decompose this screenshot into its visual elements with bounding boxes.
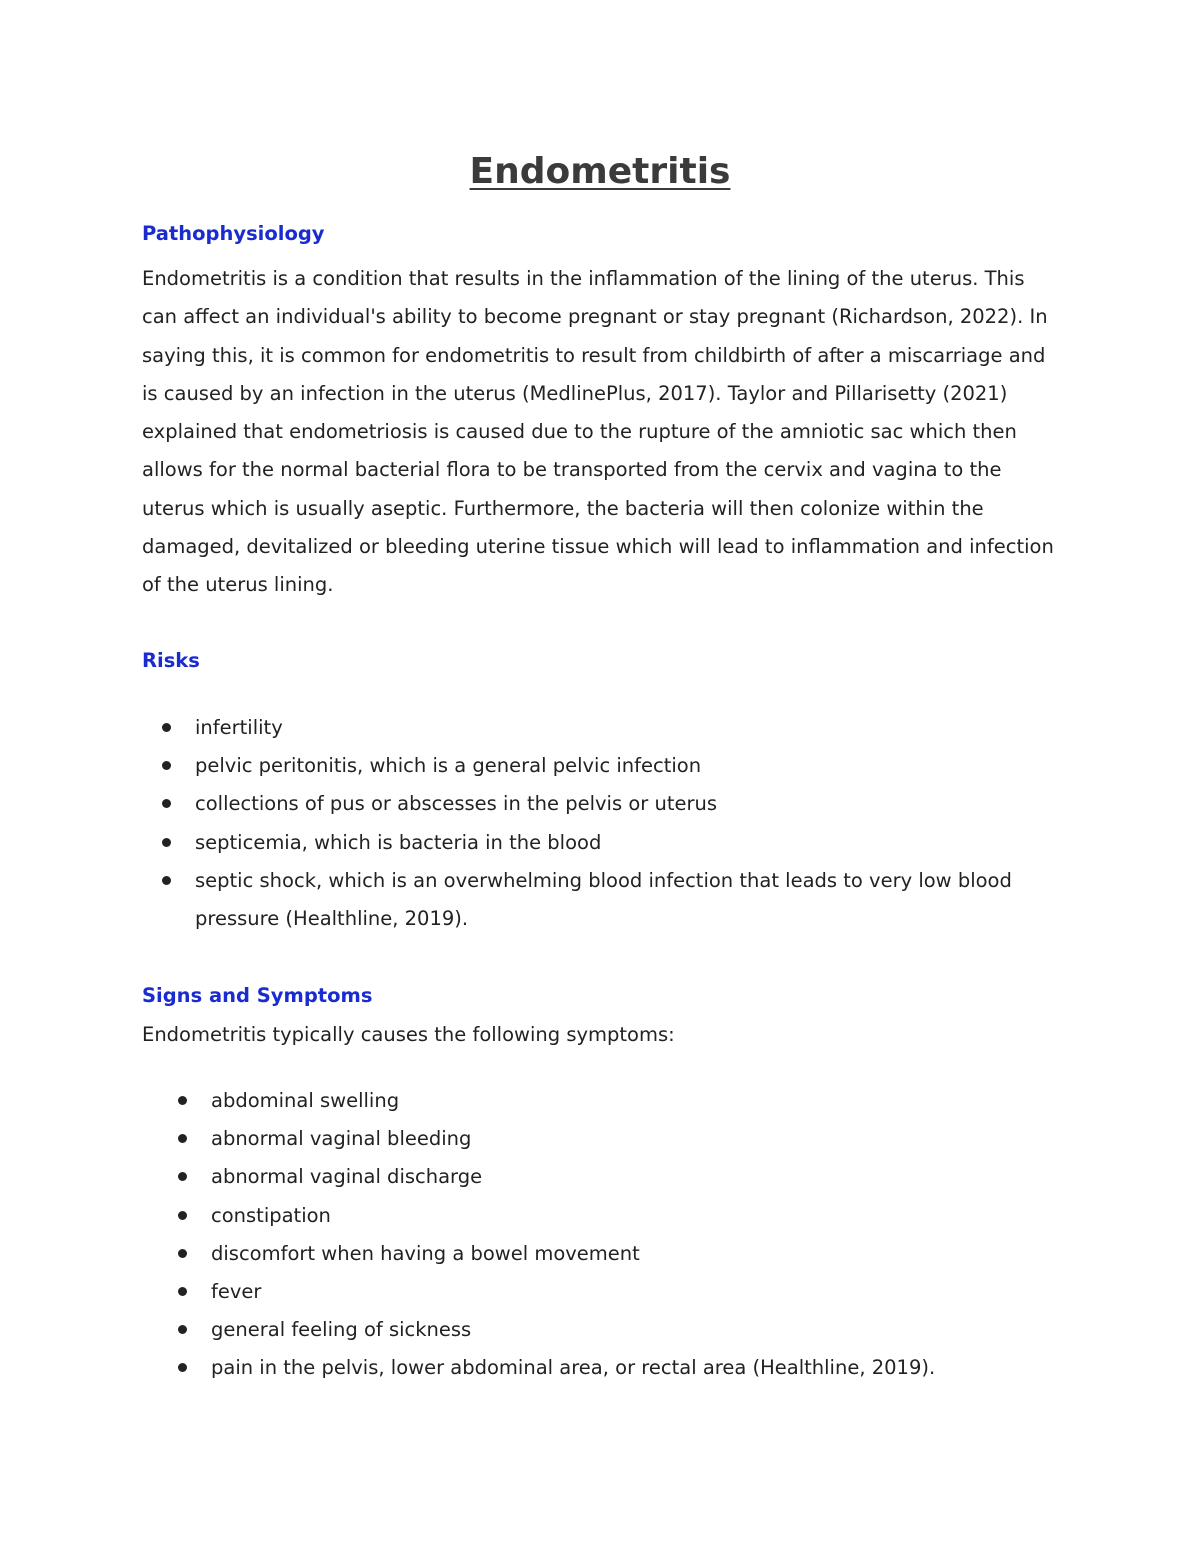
bullet-icon — [178, 1287, 187, 1296]
bullet-icon — [178, 1211, 187, 1220]
risk-item-text: septicemia, which is bacteria in the blood — [195, 830, 602, 854]
symptom-item — [211, 1311, 1071, 1349]
bullet-icon — [162, 838, 171, 847]
risk-item — [195, 785, 1075, 823]
bullet-icon — [178, 1249, 187, 1258]
symptom-item-text: abnormal vaginal discharge — [211, 1165, 483, 1189]
risk-item-text: collections of pus or abscesses in the pelvis or uterus — [195, 792, 717, 816]
bullet-icon — [162, 723, 171, 732]
symptom-item-text: abdominal swelling — [211, 1089, 400, 1112]
document-title: Endometritis — [469, 151, 731, 192]
symptom-item-text: discomfort when having a bowel movement — [211, 1241, 640, 1265]
risk-item-text: septic shock, which is an overwhelming blood infection that leads to very low blood pressure (Healthline, 2019). — [195, 868, 1012, 931]
signs-symptoms-heading: Signs and Symptoms — [142, 984, 373, 1007]
symptom-item-text: fever — [211, 1280, 262, 1304]
bullet-icon — [178, 1325, 187, 1334]
symptom-item — [211, 1235, 1071, 1273]
bullet-icon — [162, 799, 171, 808]
bullet-icon — [178, 1096, 187, 1105]
symptom-item-text: general feeling of sickness — [211, 1318, 472, 1342]
symptom-item — [211, 1158, 1071, 1196]
risk-item-text: infertility — [195, 716, 283, 739]
symptom-item — [211, 1197, 1071, 1235]
risk-item-text: pelvic peritonitis, which is a general pelvic infection — [195, 754, 702, 778]
bullet-icon — [178, 1363, 187, 1372]
symptom-item-text: pain in the pelvis, lower abdominal area, or rectal area (Healthline, 2019). — [211, 1356, 936, 1380]
pathophysiology-paragraph: Endometritis is a condition that results in the inflammation of the lining of the uterus. This can affect an individual's ability to become pregnant or stay pregnant (Richardson, 2022). In saying this, it is common for endometritis to result from childbirth of after a miscarriage and is caused by an infection in the uterus (MedlinePlus, 2017). Taylor and Pillarisetty (2021) explained that endometriosis is caused due to the rupture of the amniotic sac which then allows for the normal bacterial flora to be transported from the cervix and vagina to the uterus which is usually aseptic. Furthermore, the bacteria will then colonize within the damaged, devitalized or bleeding uterine tissue which will lead to inflammation and infection of the uterus lining. — [142, 267, 1054, 597]
symptoms-intro: Endometritis typically causes the following symptoms: — [142, 1023, 675, 1046]
bullet-icon — [162, 876, 171, 885]
risks-list — [195, 709, 1075, 938]
risk-item — [195, 862, 1075, 938]
risk-item — [195, 709, 1075, 747]
pathophysiology-heading: Pathophysiology — [142, 222, 325, 245]
symptom-item — [211, 1120, 1071, 1158]
bullet-icon — [162, 761, 171, 770]
risks-heading: Risks — [142, 649, 200, 672]
risk-item — [195, 824, 1075, 862]
symptom-item — [211, 1273, 1071, 1311]
symptom-item-text: constipation — [211, 1203, 331, 1227]
symptom-item — [211, 1349, 1071, 1387]
symptom-item — [211, 1082, 1071, 1120]
bullet-icon — [178, 1172, 187, 1181]
symptom-item-text: abnormal vaginal bleeding — [211, 1127, 472, 1151]
bullet-icon — [178, 1134, 187, 1143]
symptoms-list — [211, 1082, 1071, 1388]
risk-item — [195, 747, 1075, 785]
